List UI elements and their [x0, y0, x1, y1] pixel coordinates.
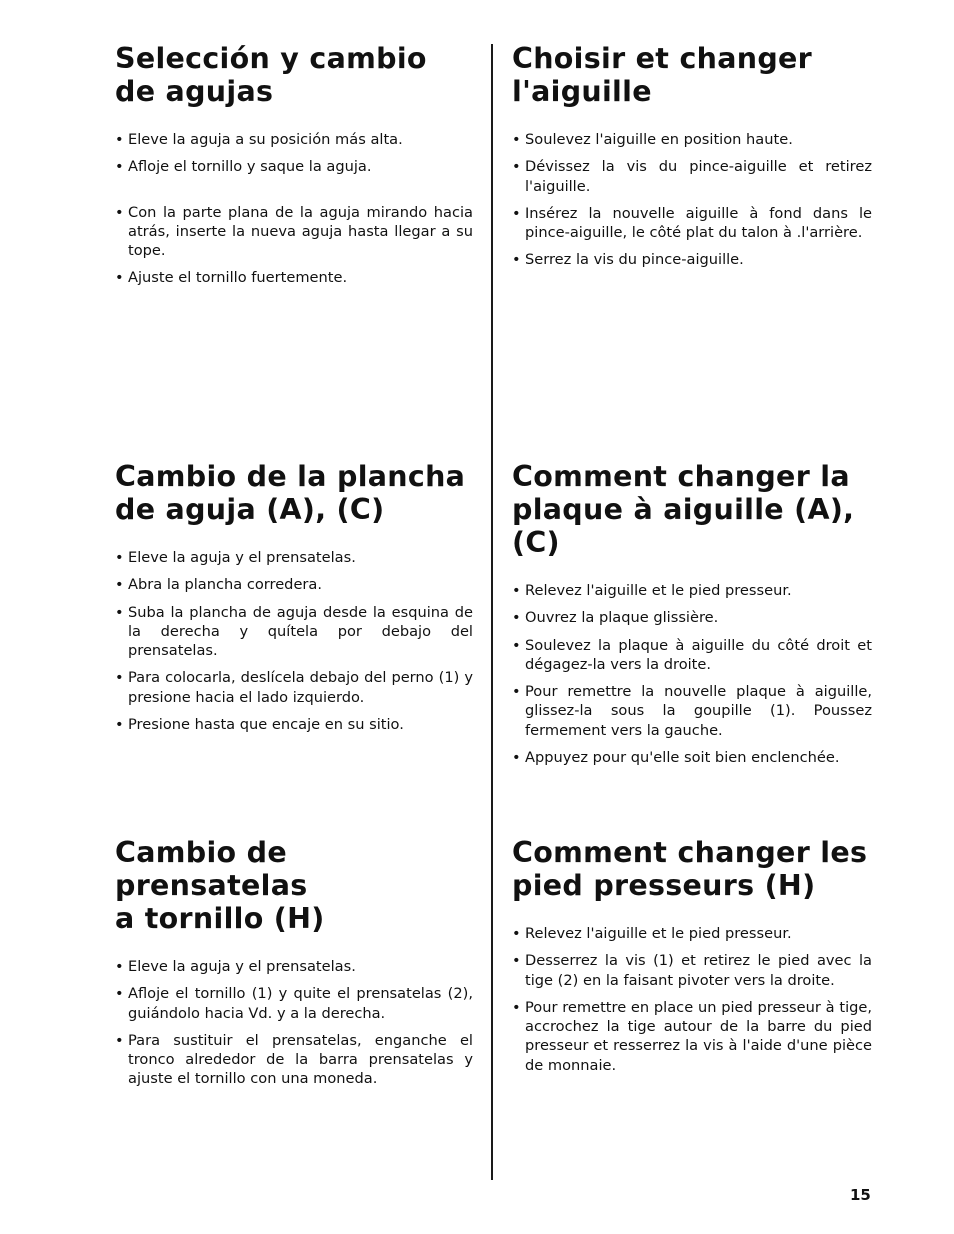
list-item: • Appuyez pour qu'elle soit bien enclenchée. [512, 748, 872, 767]
list-item: • Ajuste el tornillo fuertemente. [115, 268, 473, 287]
section-choisir-aiguille [512, 42, 872, 278]
section-title [115, 460, 473, 526]
title-line-2: de aguja (A), (C) [115, 493, 385, 526]
list-item: • Para colocarla, deslícela debajo del perno (1) y presione hacia el lado izquierdo. [115, 668, 473, 707]
instruction-list [512, 924, 872, 1075]
instruction-list [512, 581, 872, 767]
list-item: • Eleve la aguja a su posición más alta. [115, 130, 473, 149]
instruction-list [115, 548, 473, 734]
list-item: • Afloje el tornillo (1) y quite el prensatelas (2), guiándolo hacia Vd. y a la derecha. [115, 984, 473, 1023]
list-item: • Soulevez l'aiguille en position haute. [512, 130, 872, 149]
title-line-2: pied presseurs (H) [512, 869, 816, 902]
section-seleccion-agujas [115, 42, 473, 296]
section-cambio-prensatelas [115, 836, 473, 1097]
title-line-1: Selección y cambio [115, 42, 427, 75]
section-title [512, 42, 872, 108]
title-line-1: Cambio de prensatelas [115, 836, 308, 902]
title-line-2: l'aiguille [512, 75, 652, 108]
title-line-2: de agujas [115, 75, 274, 108]
section-title [115, 836, 473, 935]
list-item: • Relevez l'aiguille et le pied presseur. [512, 581, 872, 600]
list-item: • Desserrez la vis (1) et retirez le pied avec la tige (2) en la faisant pivoter vers la droite. [512, 951, 872, 990]
page-number: 15 [850, 1186, 871, 1204]
instruction-list [512, 130, 872, 270]
list-item: • Insérez la nouvelle aiguille à fond dans le pince-aiguille, le côté plat du talon à .l'arrière. [512, 204, 872, 243]
list-item: • Presione hasta que encaje en su sitio. [115, 715, 473, 734]
title-line-1: Comment changer la [512, 460, 850, 493]
section-title [512, 460, 872, 559]
list-item: • Afloje el tornillo y saque la aguja. [115, 157, 473, 176]
title-line-2: a tornillo (H) [115, 902, 325, 935]
section-cambio-plancha [115, 460, 473, 742]
title-line-2: plaque à aiguille (A), (C) [512, 493, 855, 559]
list-item: • Para sustituir el prensatelas, enganche el tronco alrededor de la barra prensatelas y ajuste el tornillo con una moneda. [115, 1031, 473, 1089]
list-item: • Eleve la aguja y el prensatelas. [115, 548, 473, 567]
list-item: • Con la parte plana de la aguja mirando hacia atrás, inserte la nueva aguja hasta llegar a su tope. [115, 203, 473, 261]
section-title [512, 836, 872, 902]
list-item: • Pour remettre la nouvelle plaque à aiguille, glissez-la sous la goupille (1). Poussez fermement vers la gauche. [512, 682, 872, 740]
list-item: • Dévissez la vis du pince-aiguille et retirez l'aiguille. [512, 157, 872, 196]
section-title [115, 42, 473, 108]
column-divider [491, 44, 493, 1180]
section-changer-presseurs [512, 836, 872, 1083]
list-item: • Ouvrez la plaque glissière. [512, 608, 872, 627]
list-item: • Suba la plancha de aguja desde la esquina de la derecha y quítela por debajo del prensatelas. [115, 603, 473, 661]
title-line-1: Choisir et changer [512, 42, 813, 75]
instruction-list [115, 130, 473, 288]
list-item: • Soulevez la plaque à aiguille du côté droit et dégagez-la vers la droite. [512, 636, 872, 675]
title-line-1: Comment changer les [512, 836, 868, 869]
instruction-list [115, 957, 473, 1089]
list-item: • Serrez la vis du pince-aiguille. [512, 250, 872, 269]
list-item: • Abra la plancha corredera. [115, 575, 473, 594]
list-item: • Pour remettre en place un pied presseur à tige, accrochez la tige autour de la barre du pied presseur et resserrez la vis à l'aide d'une pièce de monnaie. [512, 998, 872, 1075]
section-changer-plaque [512, 460, 872, 775]
title-line-1: Cambio de la plancha [115, 460, 466, 493]
list-item: • Eleve la aguja y el prensatelas. [115, 957, 473, 976]
list-item: • Relevez l'aiguille et le pied presseur. [512, 924, 872, 943]
